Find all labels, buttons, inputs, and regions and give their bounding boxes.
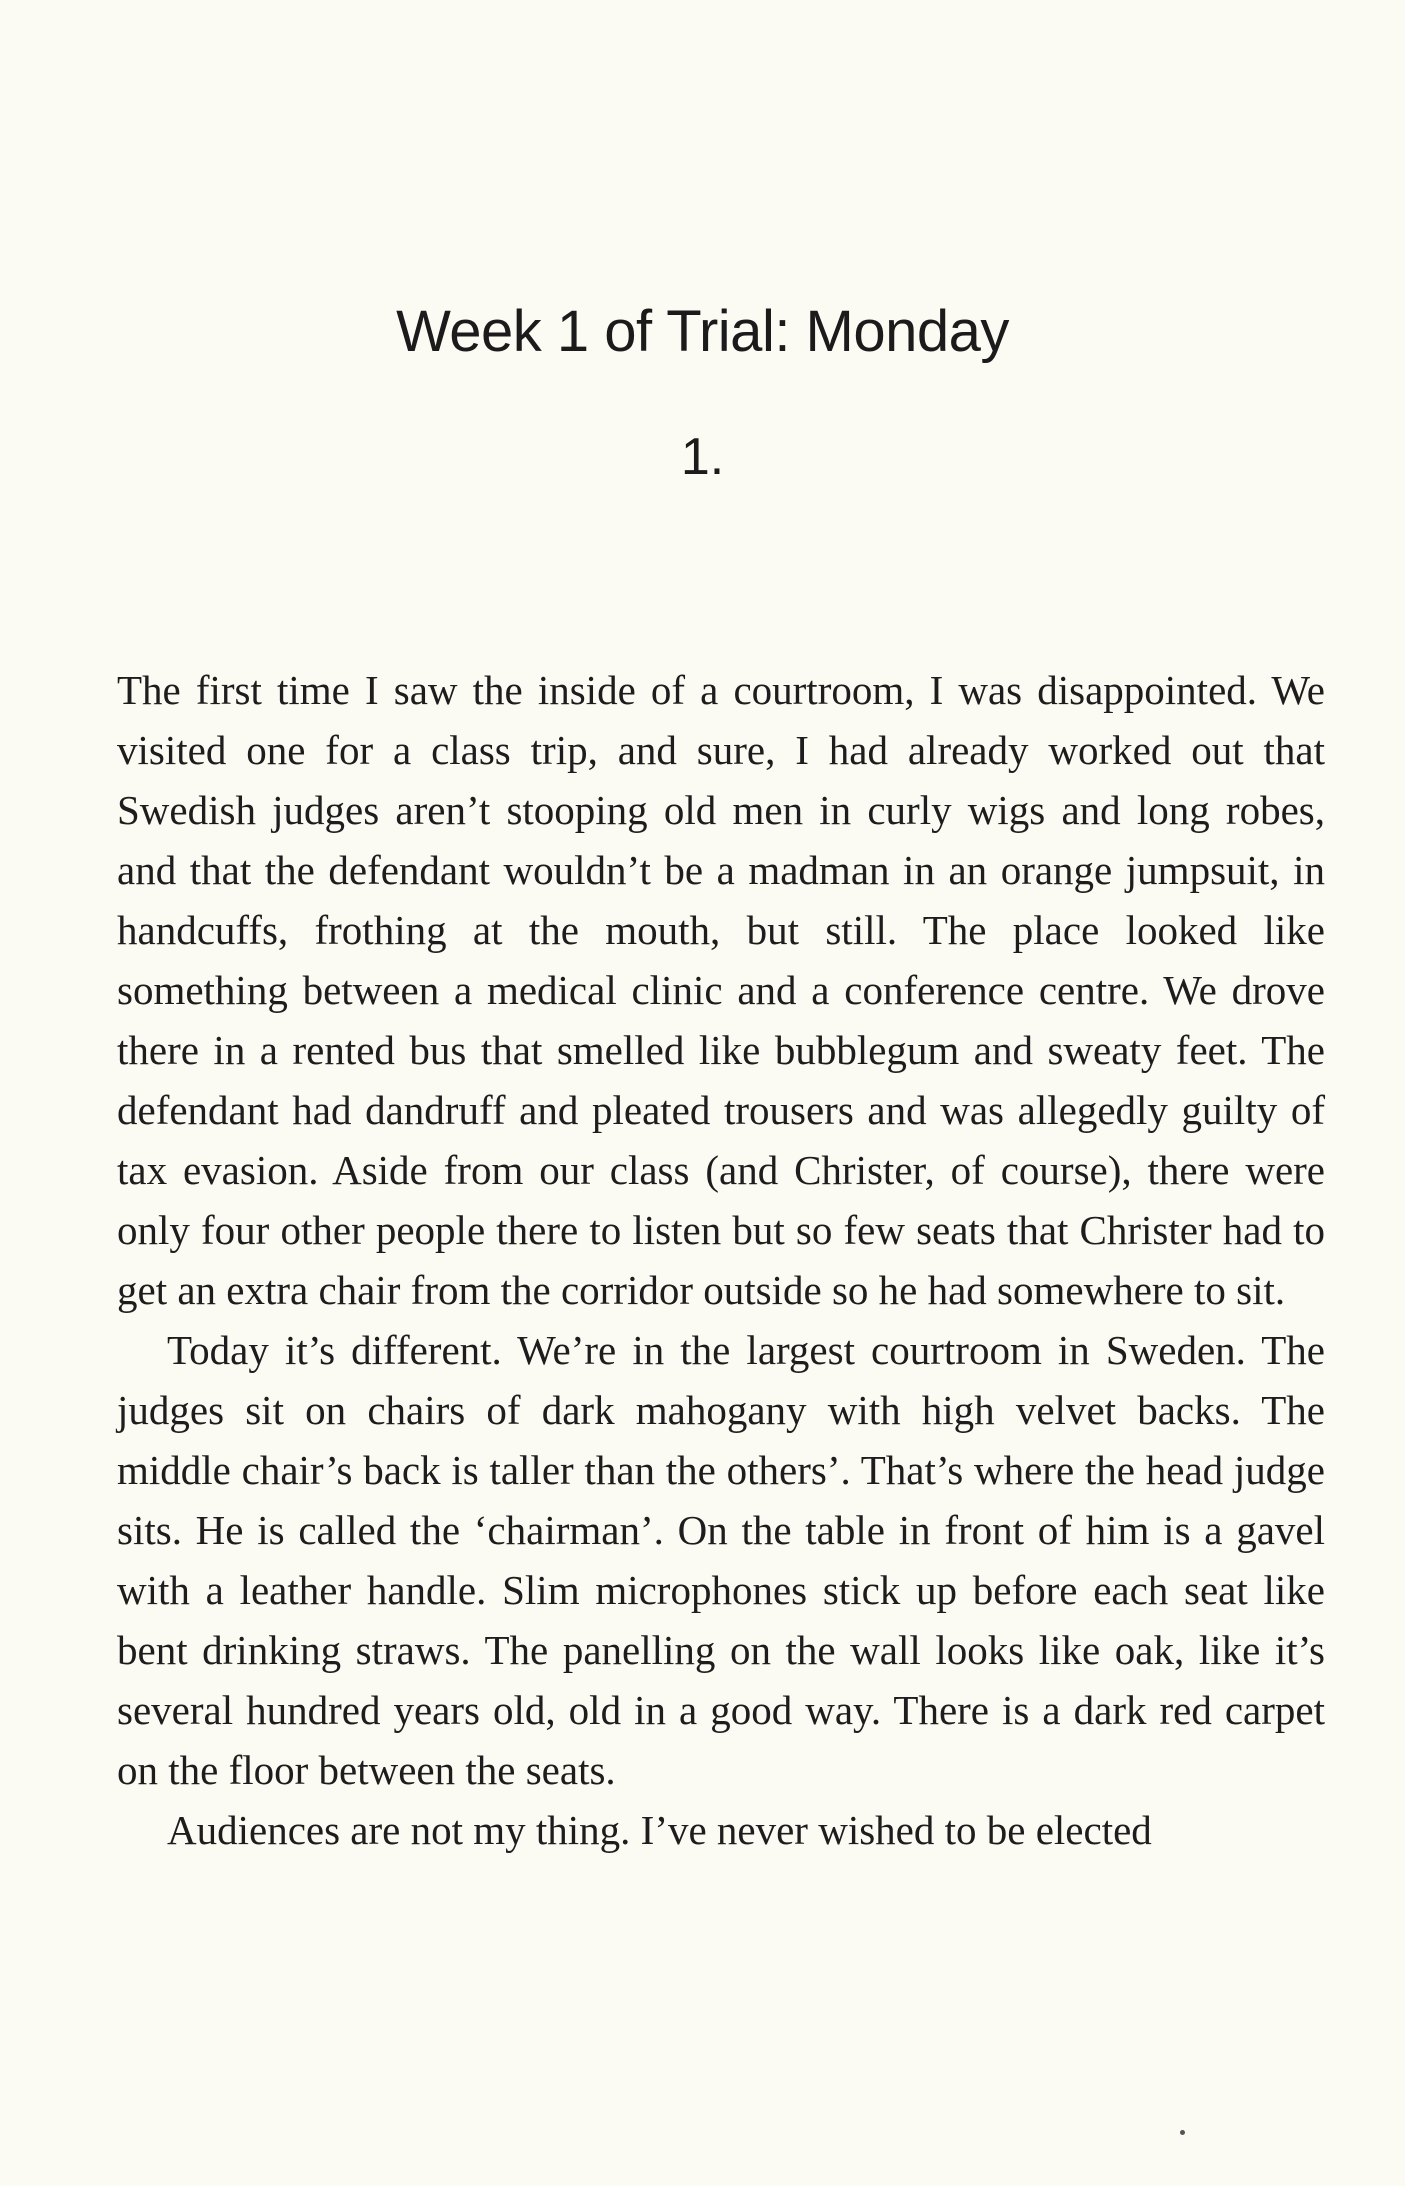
chapter-title: Week 1 of Trial: Monday <box>396 299 1009 364</box>
body-text <box>117 660 1325 1860</box>
paragraph-3: Audiences are not my thing. I’ve never wished to be elected <box>167 1807 1152 1853</box>
paragraph-1: The first time I saw the inside of a courtroom, I was disappointed. We visited one for a class trip, and sure, I had already worked out that Swedish judges aren’t stooping old men in curly wigs and long robes, and that the defendant wouldn’t be a madman in an orange jumpsuit, in handcuffs, frothing at the mouth, but still. The place looked like something between a medical clinic and a conference centre. We drove there in a rented bus that smelled like bubblegum and sweaty feet. The defendant had dandruff and pleated trousers and was allegedly guilty of tax evasion. Aside from our class (and Christer, of course), there were only four other people there to listen but so few seats that Christer had to get an extra chair from the corridor outside so he had somewhere to sit. <box>117 667 1325 1313</box>
paragraph-2: Today it’s different. We’re in the largest courtroom in Sweden. The judges sit on chairs of dark mahogany with high velvet backs. The middle chair’s back is taller than the others’. That’s where the head judge sits. He is called the ‘chairman’. On the table in front of him is a gavel with a leather handle. Slim microphones stick up before each seat like bent drinking straws. The panelling on the wall looks like oak, like it’s several hundred years old, old in a good way. There is a dark red carpet on the floor between the seats. <box>117 1327 1325 1793</box>
chapter-number: 1. <box>680 428 725 486</box>
page-speck <box>1180 2130 1185 2135</box>
